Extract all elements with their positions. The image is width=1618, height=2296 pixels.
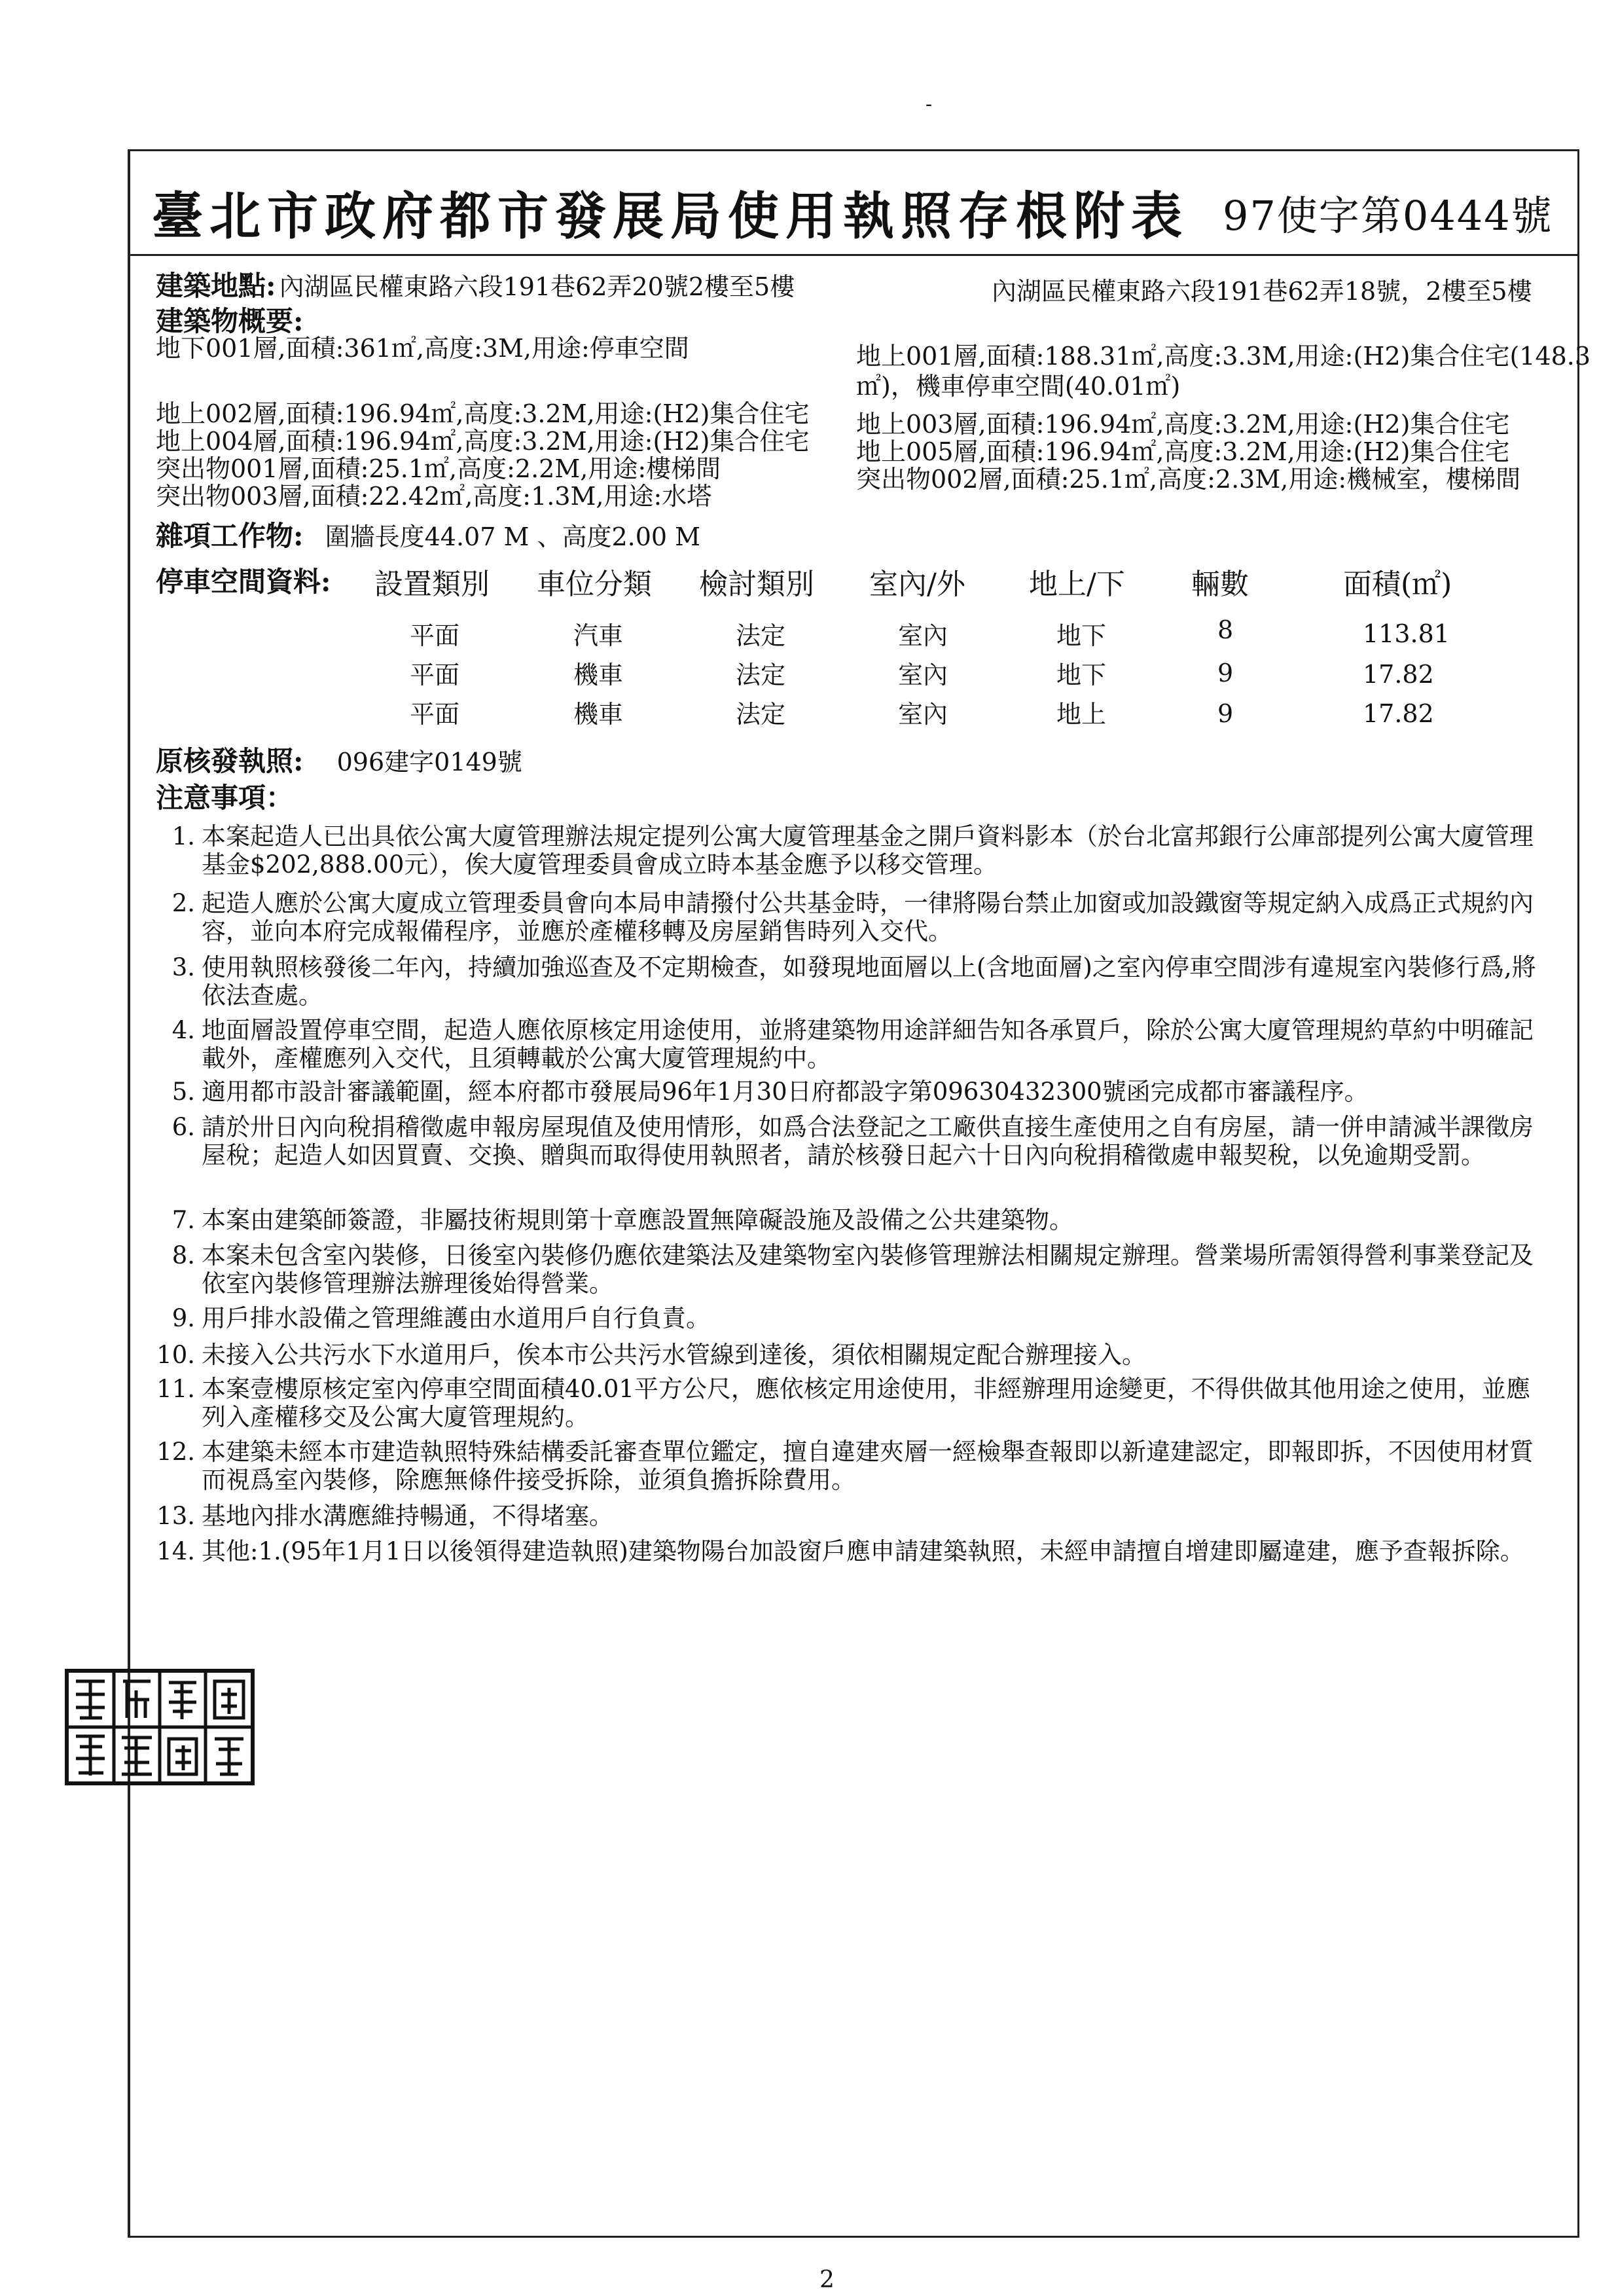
note-text: 本案未包含室內裝修，日後室內裝修仍應依建築法及建築物室內裝修管理辦法相關規定辦理。營業場所需領得營利事業登記及依室內裝修管理辦法辦理後始得營業。: [202, 1241, 1534, 1298]
original-permit-value: 096建字0149號: [336, 748, 522, 776]
note-text: 本建築未經本市建造執照特殊結構委託審查單位鑑定，擅自違建夾層一經檢舉查報即以新違建認定，即報即拆，不因使用材質而視爲室內裝修，除應無條件接受拆除，並須負擔拆除費用。: [202, 1438, 1534, 1494]
note-number: 12.: [156, 1438, 195, 1466]
official-seal-icon: [64, 1668, 255, 1786]
address-row: [156, 264, 795, 304]
table-cell: 113.81: [1363, 619, 1450, 648]
note-number: 13.: [156, 1502, 195, 1530]
note-number: 9.: [171, 1304, 195, 1332]
list-item: [156, 1206, 1563, 1234]
overview-left-3: 突出物001層,面積:25.1㎡,高度:2.2M,用途:樓梯間: [156, 454, 721, 483]
table-cell: 平面: [410, 621, 460, 650]
list-item: [156, 1078, 1563, 1106]
table-cell: 平面: [410, 661, 460, 689]
list-item: [156, 1113, 1563, 1169]
list-item: [156, 822, 1563, 879]
list-item: [156, 1438, 1563, 1494]
list-item: [156, 953, 1563, 1010]
note-text: 本案起造人已出具依公寓大廈管理辦法規定提列公寓大廈管理基金之開戶資料影本（於台北富邦銀行公庫部提列公寓大廈管理基金$202,888.00元），俟大廈管理委員會成立時本基金應予以移交管理。: [202, 822, 1534, 879]
table-cell: 9: [1217, 659, 1234, 687]
table-cell: 17.82: [1363, 699, 1434, 728]
note-text: 使用執照核發後二年內，持續加強巡查及不定期檢查，如發現地面層以上(含地面層)之室內停車空間涉有違規室內裝修行爲,將依法查處。: [202, 953, 1536, 1010]
table-cell: 法定: [736, 700, 786, 729]
table-cell: 法定: [736, 621, 786, 650]
parking-header-type: 設置類別: [374, 568, 490, 601]
table-cell: 機車: [573, 700, 624, 729]
note-text: 基地內排水溝應維持暢通，不得堵塞。: [202, 1502, 613, 1530]
misc-value: 圍牆長度44.07 M 、高度2.00 M: [325, 522, 701, 551]
parking-header-indoor: 室內/外: [869, 568, 965, 601]
list-item: [156, 1241, 1563, 1298]
list-item: [156, 1304, 1563, 1332]
note-text: 未接入公共污水下水道用戶，俟本市公共污水管線到達後，須依相關規定配合辦理接入。: [202, 1341, 1146, 1369]
overview-left-2: 地上004層,面積:196.94㎡,高度:3.2M,用途:(H2)集合住宅: [156, 427, 810, 456]
table-cell: 9: [1217, 699, 1234, 728]
note-number: 6.: [171, 1113, 195, 1141]
parking-header-class: 車位分類: [537, 568, 652, 601]
table-cell: 地下: [1056, 661, 1107, 689]
list-item: [156, 1341, 1563, 1369]
table-cell: 法定: [736, 661, 786, 689]
overview-left-1: 地上002層,面積:196.94㎡,高度:3.2M,用途:(H2)集合住宅: [156, 399, 810, 428]
list-item: [156, 1502, 1563, 1530]
list-item: [156, 889, 1563, 945]
note-number: 5.: [171, 1078, 195, 1106]
note-number: 8.: [171, 1241, 195, 1269]
table-cell: 室內: [898, 621, 948, 650]
notes-label: 注意事項：: [156, 782, 294, 814]
page-number: 2: [819, 2267, 835, 2293]
parking-header-review: 檢討類別: [699, 568, 814, 601]
note-number: 1.: [171, 822, 195, 850]
table-cell: 室內: [898, 661, 948, 689]
note-number: 2.: [171, 889, 195, 917]
scan-speck: -: [926, 93, 933, 116]
overview-right-4: 突出物002層,面積:25.1㎡,高度:2.3M,用途:機械室，樓梯間: [856, 465, 1521, 494]
parking-header-count: 輛數: [1191, 568, 1249, 601]
permit-number: 97使字第0444號: [1223, 192, 1553, 240]
note-number: 14.: [156, 1537, 195, 1565]
note-text: 地面層設置停車空間，起造人應依原核定用途使用，並將建築物用途詳細告知各承買戶，除於公寓大廈管理規約草約中明確記載外，產權應列入交代，且須轉載於公寓大廈管理規約中。: [202, 1016, 1534, 1072]
page-title: 臺北市政府都市發展局使用執照存根附表: [152, 187, 1189, 246]
note-number: 3.: [171, 953, 195, 981]
note-text: 起造人應於公寓大廈成立管理委員會向本局申請撥付公共基金時，一律將陽台禁止加窗或加設鐵窗等規定納入成爲正式規約內容，並向本府完成報備程序，並應於產權移轉及房屋銷售時列入交代。: [202, 889, 1534, 945]
overview-label: 建築物概要:: [156, 305, 304, 337]
overview-left-4: 突出物003層,面積:22.42㎡,高度:1.3M,用途:水塔: [156, 482, 712, 511]
overview-right-3: 地上005層,面積:196.94㎡,高度:3.2M,用途:(H2)集合住宅: [856, 437, 1510, 466]
note-number: 7.: [171, 1206, 195, 1234]
table-cell: 室內: [898, 700, 948, 729]
note-number: 4.: [171, 1016, 195, 1044]
overview-right-2: 地上003層,面積:196.94㎡,高度:3.2M,用途:(H2)集合住宅: [856, 410, 1510, 439]
misc-label: 雜項工作物:: [156, 520, 304, 552]
overview-right-0: 地上001層,面積:188.31㎡,高度:3.3M,用途:(H2)集合住宅(148.3: [856, 342, 1591, 371]
note-number: 11.: [156, 1375, 195, 1403]
misc-row: [156, 515, 700, 554]
header-divider: [128, 254, 1579, 256]
parking-label: 停車空間資料:: [156, 566, 331, 598]
list-item: [156, 1016, 1563, 1072]
note-text: 適用都市設計審議範圍，經本府都市發展局96年1月30日府都設字第09630432300號函完成都市審議程序。: [202, 1078, 1369, 1106]
note-text: 其他:1.(95年1月1日以後領得建造執照)建築物陽台加設窗戶應申請建築執照，未經申請擅自增建即屬違建，應予查報拆除。: [202, 1537, 1524, 1565]
address-label: 建築地點:: [156, 270, 276, 302]
note-number: 10.: [156, 1341, 195, 1369]
overview-left-0: 地下001層,面積:361㎡,高度:3M,用途:停車空間: [156, 334, 689, 363]
parking-header-level: 地上/下: [1029, 568, 1125, 601]
parking-header-area: 面積(㎡): [1343, 568, 1452, 601]
list-item: [156, 1375, 1563, 1431]
table-cell: 地下: [1056, 621, 1107, 650]
table-cell: 汽車: [573, 621, 624, 650]
original-permit-row: [156, 740, 522, 779]
table-cell: 8: [1217, 615, 1234, 644]
table-cell: 地上: [1056, 700, 1107, 729]
overview-right-1: ㎡)，機車停車空間(40.01㎡): [856, 372, 1181, 401]
address-secondary: 內湖區民權東路六段191巷62弄18號，2樓至5樓: [992, 277, 1532, 306]
table-cell: 17.82: [1363, 660, 1434, 689]
table-cell: 平面: [410, 700, 460, 729]
original-permit-label: 原核發執照:: [156, 745, 304, 777]
note-text: 本案壹樓原核定室內停車空間面積40.01平方公尺，應依核定用途使用，非經辦理用途變更，不得供做其他用途之使用，並應列入產權移交及公寓大廈管理規約。: [202, 1375, 1530, 1431]
note-text: 用戶排水設備之管理維護由水道用戶自行負責。: [202, 1304, 710, 1332]
address-primary: 內湖區民權東路六段191巷62弄20號2樓至5樓: [279, 272, 795, 301]
note-text: 請於卅日內向稅捐稽徵處申報房屋現值及使用情形，如爲合法登記之工廠供直接生產使用之自有房屋，請一併申請減半課徵房屋稅；起造人如因買賣、交換、贈與而取得使用執照者，請於核發日起六十日內向稅捐稽徵處申報契稅，以免逾期受罰。: [202, 1113, 1534, 1169]
note-text: 本案由建築師簽證，非屬技術規則第十章應設置無障礙設施及設備之公共建築物。: [202, 1206, 1073, 1234]
list-item: [156, 1537, 1563, 1565]
table-cell: 機車: [573, 661, 624, 689]
